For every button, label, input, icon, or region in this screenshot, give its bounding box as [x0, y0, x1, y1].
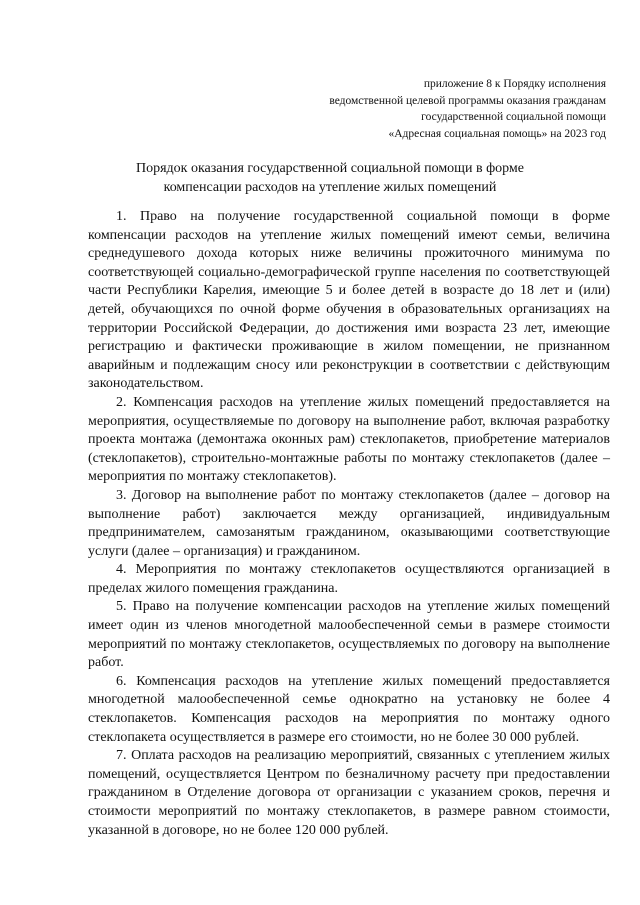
appendix-header	[246, 76, 606, 142]
title-line: компенсации расходов на утепление жилых помещений	[163, 179, 497, 195]
paragraph-4: 4. Мероприятия по монтажу стеклопакетов осуществляются организацией в пределах жилого помещения гражданина.	[88, 562, 610, 596]
document-body	[88, 208, 610, 840]
appendix-line: государственной социальной помощи	[421, 111, 606, 123]
paragraph-5: 5. Право на получение компенсации расходов на утепление жилых помещений имеет один из членов многодетной малообеспеченной семьи в размере стоимости мероприятий по монтажу стеклопакетов, осуществляемых по договору на выполнение работ.	[88, 599, 610, 671]
appendix-line: «Адресная социальная помощь» на 2023 год	[388, 127, 606, 140]
paragraph-6: 6. Компенсация расходов на утепление жилых помещений предоставляется многодетной малообеспеченной семье однократно на установку не более 4 стеклопакетов. Компенсация расходов на мероприятия по монтажу одного стеклопакета осуществляется в размере его стоимости, но не более 30 000 рублей.	[88, 673, 610, 745]
paragraph-2: 2. Компенсация расходов на утепление жилых помещений предоставляется на мероприятия, осуществляемые по договору на выполнение работ, включая разработку проекта монтажа (демонтажа оконных рам) стеклопакетов, приобретение материалов (стеклопакетов), строительно-монтажные работы по монтажу стеклопакетов (далее – мероприятия по монтажу стеклопакетов).	[88, 394, 610, 485]
document-title	[60, 160, 600, 197]
appendix-line: ведомственной целевой программы оказания гражданам	[329, 94, 606, 107]
title-line: Порядок оказания государственной социальной помощи в форме	[135, 161, 524, 176]
paragraph-3: 3. Договор на выполнение работ по монтажу стеклопакетов (далее – договор на выполнение работ) заключается между организацией, индивидуальным предпринимателем, самозанятым гражданином, оказывающими соответствующие услуги (далее – организация) и гражданином.	[88, 487, 610, 559]
paragraph-1: 1. Право на получение государственной социальной помощи в форме компенсации расходов на утепление жилых помещений имеют семьи, величина среднедушевого дохода которых ниже величины прожиточного минимума по соответствующей социально-демографической группе населения по соответствующей части Республики Карелия, имеющие 5 и более детей в возрасте до 18 лет и (или) детей, обучающихся по очной форме обучения в образовательных организациях на территории Российской Федерации, до достижения ими возраста 23 лет, имеющие регистрацию и фактически проживающие в жилом помещении, не признанном аварийным и подлежащим сносу или реконструкции в соответствии с действующим законодательством.	[88, 209, 610, 392]
appendix-line: приложение 8 к Порядку исполнения	[423, 78, 606, 90]
paragraph-7: 7. Оплата расходов на реализацию мероприятий, связанных с утеплением жилых помещений, осуществляется Центром по безналичному расчету при предоставлении гражданином в Отделение договора от организации с указанием сроков, перечня и стоимости мероприятий по монтажу стеклопакетов, в размере равном стоимости, указанной в договоре, но не более 120 000 рублей.	[88, 748, 610, 838]
